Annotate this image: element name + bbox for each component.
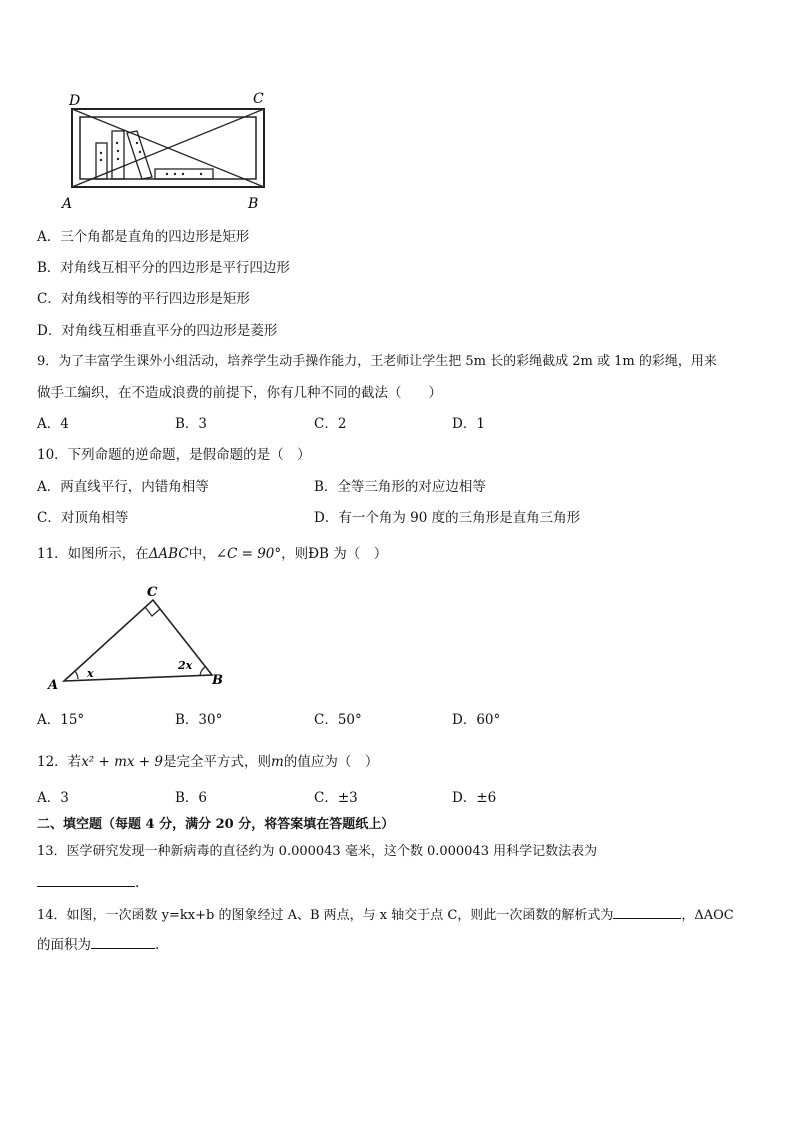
label-a: A (62, 196, 73, 212)
q12-option-a: A．3 (37, 790, 69, 806)
bookshelf-figure (55, 85, 285, 215)
triangle-name: ΔABC (148, 546, 189, 562)
angle-condition: ∠C = 90° (215, 546, 282, 562)
q8-option-a: A．三个角都是直角的四边形是矩形 (37, 229, 250, 245)
label-a: A (48, 678, 59, 693)
q9-option-b: B．3 (175, 416, 208, 432)
q11-option-d: D．60° (452, 712, 501, 728)
answer-blank-function[interactable] (613, 904, 681, 919)
book-3 (127, 131, 152, 179)
q12-option-b: B．6 (175, 790, 208, 806)
q9-option-c: C．2 (314, 416, 347, 432)
answer-blank[interactable] (37, 872, 135, 887)
q11-option-b: B．30° (175, 712, 223, 728)
q12-option-c: C．±3 (314, 790, 358, 806)
polynomial-expression: x² + mx + 9 (81, 754, 164, 770)
q9-option-d: D．1 (452, 416, 485, 432)
label-c: C (253, 91, 264, 107)
angle-label-2x: 2x (178, 659, 193, 672)
angle-label-x: x (87, 667, 94, 680)
q13-stem: 13．医学研究发现一种新病毒的直径约为 0.000043 毫米，这个数 0.000043 用科学记数法表为 (37, 844, 598, 859)
q10-option-d: D．有一个角为 90 度的三角形是直角三角形 (314, 510, 581, 526)
q8-option-c: C．对角线相等的平行四边形是矩形 (37, 291, 250, 307)
q9-stem-line2: 做手工编织，在不造成浪费的前提下，你有几种不同的截法（ ） (37, 385, 442, 401)
q10-stem: 10．下列命题的逆命题，是假命题的是（ ） (37, 447, 311, 463)
q11-stem: 11．如图所示，在ΔABC中，∠C = 90°，则ÐB 为（ ） (37, 546, 388, 562)
q11-option-a: A．15° (37, 712, 85, 728)
q14-stem-line2: 的面积为 . (37, 934, 159, 955)
q10-option-b: B．全等三角形的对应边相等 (314, 479, 486, 495)
q10-option-a: A．两直线平行，内错角相等 (37, 479, 209, 495)
q8-option-d: D．对角线互相垂直平分的四边形是菱形 (37, 323, 278, 339)
section-heading: 二、填空题（每题 4 分，满分 20 分，将答案填在答题纸上） (37, 817, 395, 832)
q12-option-d: D．±6 (452, 790, 497, 806)
q13-answer-line: . (37, 872, 139, 893)
variable-m: m (271, 754, 284, 770)
label-b: B (248, 196, 259, 212)
q14-stem-line1: 14．如图，一次函数 y=kx+b 的图象经过 A、B 两点，与 x 轴交于点 C，则此一次函数的解析式为 ，ΔAOC (37, 904, 734, 926)
q11-option-c: C．50° (314, 712, 362, 728)
answer-blank-area[interactable] (91, 934, 155, 949)
q9-option-a: A．4 (37, 416, 69, 432)
right-angle-mark (145, 607, 160, 616)
label-d: D (69, 93, 81, 109)
q10-option-c: C．对顶角相等 (37, 510, 129, 526)
q12-stem: 12．若x² + mx + 9是完全平方式，则m的值应为（ ） (37, 754, 379, 770)
book-2 (112, 131, 124, 179)
label-b: B (212, 673, 223, 688)
angle-arc-a (75, 671, 78, 679)
label-c: C (147, 585, 158, 600)
triangle-figure (40, 580, 240, 695)
q9-stem-line1: 9．为了丰富学生课外小组活动，培养学生动手操作能力，王老师让学生把 5m 长的彩绳截成 2m 或 1m 的彩绳，用来 (37, 354, 717, 369)
q8-option-b: B．对角线互相平分的四边形是平行四边形 (37, 260, 290, 276)
